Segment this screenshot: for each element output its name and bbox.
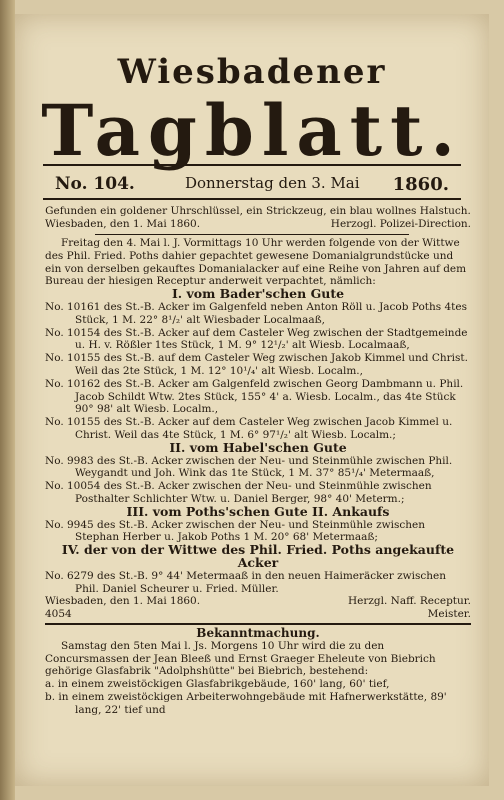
masthead-line1: Wiesbadener [117,52,387,92]
notice-divider-1 [95,234,409,235]
found-items-notice [45,205,471,231]
section1-item: No. 10161 des St.-B. Acker im Galgenfeld neben Anton Röll u. Jacob Poths 4tes Stück, 1 M. 22° 8¹/₂' alt Wiesbader Localmaaß, [45,300,467,326]
section1-item: No. 10162 des St.-B. Acker am Galgenfeld zwischen Georg Dambmann u. Phil. Jacob Schildt Wtw. 2tes Stück, 155° 4' a. Wiesb. Localm., das 4te Stück 90° 98' alt Wiesb. Localm., [45,377,464,416]
lease-ref-line [45,608,471,621]
announcement-text: Samstag den 5ten Mai l. Js. Morgens 10 Uhr wird die zu den Concursmassen der Jean Bleeß und Ernst Graeger Eheleute von Biebrich gehörige Glasfabrik "Adolphshütte" bei Biebrich, bestehend: [45,639,436,678]
section3-item: No. 9945 des St.-B. Acker zwischen der Neu- und Steinmühle zwischen Stephan Herber u. Jakob Poths 1 M. 20° 68' Metermaaß; [45,518,425,544]
section1-item: No. 10154 des St.-B. Acker auf dem Casteler Weg zwischen der Stadtgemeinde u. H. v. Rößler 1tes Stück, 1 M. 9° 12¹/₂' alt Wiesb. Localmaaß, [45,326,468,352]
announcement-item-a: a. in einem zweistöckigen Glasfabrikgebäude, 160' lang, 60' tief, [45,678,390,691]
lease-intro: Freitag den 4. Mai l. J. Vormittags 10 Uhr werden folgende von der Wittwe des Phil. Fried. Poths dahier gepachtet gewesene Domanialgrundstücke und ein von derselben gekauftes Domanialacker auf eine Reihe von Jahren auf dem Bureau der hiesigen Receptur anderweit verpachtet, nämlich: [45,237,467,288]
announcement-title: Bekanntmachung. [196,625,320,640]
found-items-signature: Herzogl. Polizei-Direction. [330,217,471,230]
issue-number: No. 104. [55,174,135,194]
newspaper-page [15,14,489,786]
section1-item: No. 10155 des St.-B. Acker auf dem Casteler Weg zwischen Jacob Kimmel u. Christ. Weil das 4te Stück, 1 M. 6° 97¹/₂' alt Wiesb. Localm.; [45,416,453,441]
notice-divider-2 [45,623,471,625]
announcement-item-b: b. in einem zweistöckigen Arbeiterwohngebäude mit Hafnerwerkstätte, 89' lang, 22' tief und [45,690,447,716]
section2-item: No. 9983 des St.-B. Acker zwischen der Neu- und Steinmühle zwischen Phil. Weygandt und Joh. Wink das 1te Stück, 1 M. 37° 85¹/₄' Metermaaß, [45,454,453,480]
found-items-place-date: Wiesbaden, den 1. Mai 1860. [45,217,201,230]
lease-place-date: Wiesbaden, den 1. Mai 1860. [45,595,201,608]
masthead-rule-top [43,164,461,166]
section2-item: No. 10054 des St.-B. Acker zwischen der Neu- und Steinmühle zwischen Posthalter Schlichter Wtw. u. Daniel Berger, 98° 40' Meterm.; [45,480,432,505]
section4-title: IV. der von der Wittwe des Phil. Fried. Poths angekaufte Acker [61,542,455,570]
issue-line [55,174,449,196]
found-items-text: Gefunden ein goldener Uhrschlüssel, ein Strickzeug, ein blau wollnes Halstuch. [45,205,471,217]
issue-date: Donnerstag den 3. Mai [185,174,360,192]
issue-year: 1860. [392,174,449,195]
found-items-signature-line [45,218,471,231]
section4-item: No. 6279 des St.-B. 9° 44' Metermaaß in den neuen Haimeräcker zwischen Phil. Daniel Scheurer u. Fried. Müller. [45,569,446,595]
lease-signature: Herzgl. Naff. Receptur. [347,595,471,608]
lease-notice [45,237,471,716]
lease-signer: Meister. [427,608,471,621]
book-spine [0,0,15,800]
lease-ref-number: 4054 [45,608,72,621]
masthead-rule-bottom [43,198,461,200]
section2-title: II. vom Habel'schen Gute [169,439,347,455]
section3-title: III. vom Poths'schen Gute II. Ankaufs [126,503,390,519]
section1-item: No. 10155 des St.-B. auf dem Casteler Weg zwischen Jakob Kimmel und Christ. Weil das 2te Stück, 1 M. 12° 10¹/₄' alt Wiesb. Localm., [45,352,468,377]
masthead-title: Tagblatt. [41,89,463,172]
section1-title: I. vom Bader'schen Gute [171,286,345,302]
lease-signature-line [45,595,471,608]
